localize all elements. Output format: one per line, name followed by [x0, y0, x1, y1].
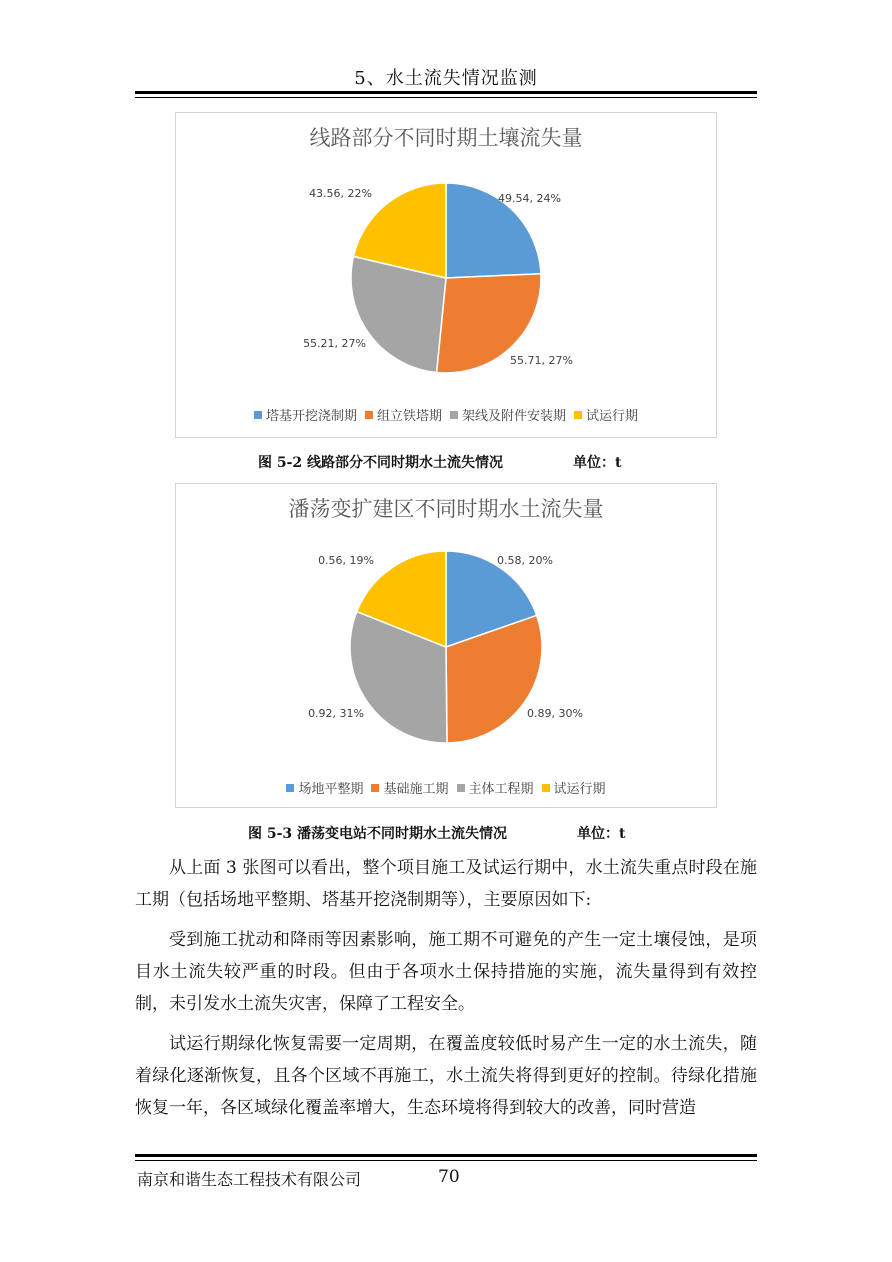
legend-item	[371, 778, 448, 797]
legend-item	[574, 405, 638, 424]
footer-company: 南京和谐生态工程技术有限公司	[137, 1170, 362, 1189]
legend-swatch	[574, 411, 582, 419]
chart-box-substation	[175, 483, 717, 808]
legend-label: 架线及附件安装期	[462, 409, 567, 424]
legend-label: 基础施工期	[383, 782, 449, 797]
legend-swatch	[371, 784, 379, 792]
data-label-3: 0.92, 31%	[308, 707, 364, 720]
data-label-4: 0.56, 19%	[318, 554, 374, 567]
data-label-4: 43.56, 22%	[309, 187, 372, 200]
chart-legend	[176, 405, 716, 424]
legend-label: 试运行期	[586, 409, 639, 424]
data-label-2: 55.71, 27%	[510, 354, 573, 367]
data-label-1: 49.54, 24%	[498, 192, 561, 205]
body-paragraph-1: 从上面 3 张图可以看出，整个项目施工及试运行期中，水土流失重点时段在施工期（包括场地平整期、塔基开挖浇制期等），主要原因如下:	[135, 858, 757, 910]
legend-label: 场地平整期	[298, 782, 364, 797]
legend-label: 主体工程期	[468, 782, 534, 797]
chart-legend	[176, 778, 716, 797]
legend-item	[286, 778, 363, 797]
caption-unit: 单位：t	[573, 455, 622, 471]
header-rule-thick	[135, 91, 757, 94]
legend-label: 组立铁塔期	[376, 409, 442, 424]
header-rule-thin	[135, 97, 757, 98]
figure-caption-5-2	[258, 452, 622, 472]
legend-swatch	[542, 784, 550, 792]
footer-page-number: 70	[438, 1167, 460, 1187]
legend-swatch	[365, 411, 373, 419]
pie-chart-line-section	[176, 113, 716, 437]
legend-item	[457, 778, 534, 797]
legend-swatch	[286, 784, 294, 792]
legend-item	[254, 405, 357, 424]
footer-rule-thin	[135, 1160, 757, 1161]
caption-text: 图 5-2 线路部分不同时期水土流失情况	[258, 455, 504, 471]
legend-swatch	[254, 411, 262, 419]
legend-label: 塔基开挖浇制期	[265, 409, 357, 424]
chart-box-line-section	[175, 112, 717, 438]
legend-item	[450, 405, 566, 424]
legend-swatch	[450, 411, 458, 419]
data-label-3: 55.21, 27%	[303, 337, 366, 350]
figure-caption-5-3	[248, 823, 626, 843]
caption-unit: 单位：t	[577, 826, 626, 842]
legend-item	[542, 778, 606, 797]
data-label-2: 0.89, 30%	[527, 707, 583, 720]
body-paragraph-3: 试运行期绿化恢复需要一定周期，在覆盖度较低时易产生一定的水土流失，随着绿化逐渐恢复，且各个区域不再施工，水土流失将得到更好的控制。待绿化措施恢复一年，各区域绿化覆盖率增大，生态环境将得到较大的改善，同时营造	[135, 1034, 757, 1118]
body-paragraph-2: 受到施工扰动和降雨等因素影响，施工期不可避免的产生一定土壤侵蚀，是项目水土流失较严重的时段。但由于各项水土保持措施的实施，流失量得到有效控制，未引发水土流失灾害，保障了工程安全。	[135, 930, 757, 1014]
pie-chart-substation	[176, 484, 716, 807]
legend-item	[365, 405, 442, 424]
legend-swatch	[457, 784, 465, 792]
footer-rule-thick	[135, 1154, 757, 1157]
data-label-1: 0.58, 20%	[497, 554, 553, 567]
legend-label: 试运行期	[553, 782, 606, 797]
page-header-title: 5、水土流失情况监测	[354, 68, 538, 89]
caption-text: 图 5-3 潘荡变电站不同时期水土流失情况	[248, 826, 508, 842]
chart-title: 线路部分不同时期土壤流失量	[309, 126, 583, 150]
chart-title: 潘荡变扩建区不同时期水土流失量	[288, 497, 604, 521]
